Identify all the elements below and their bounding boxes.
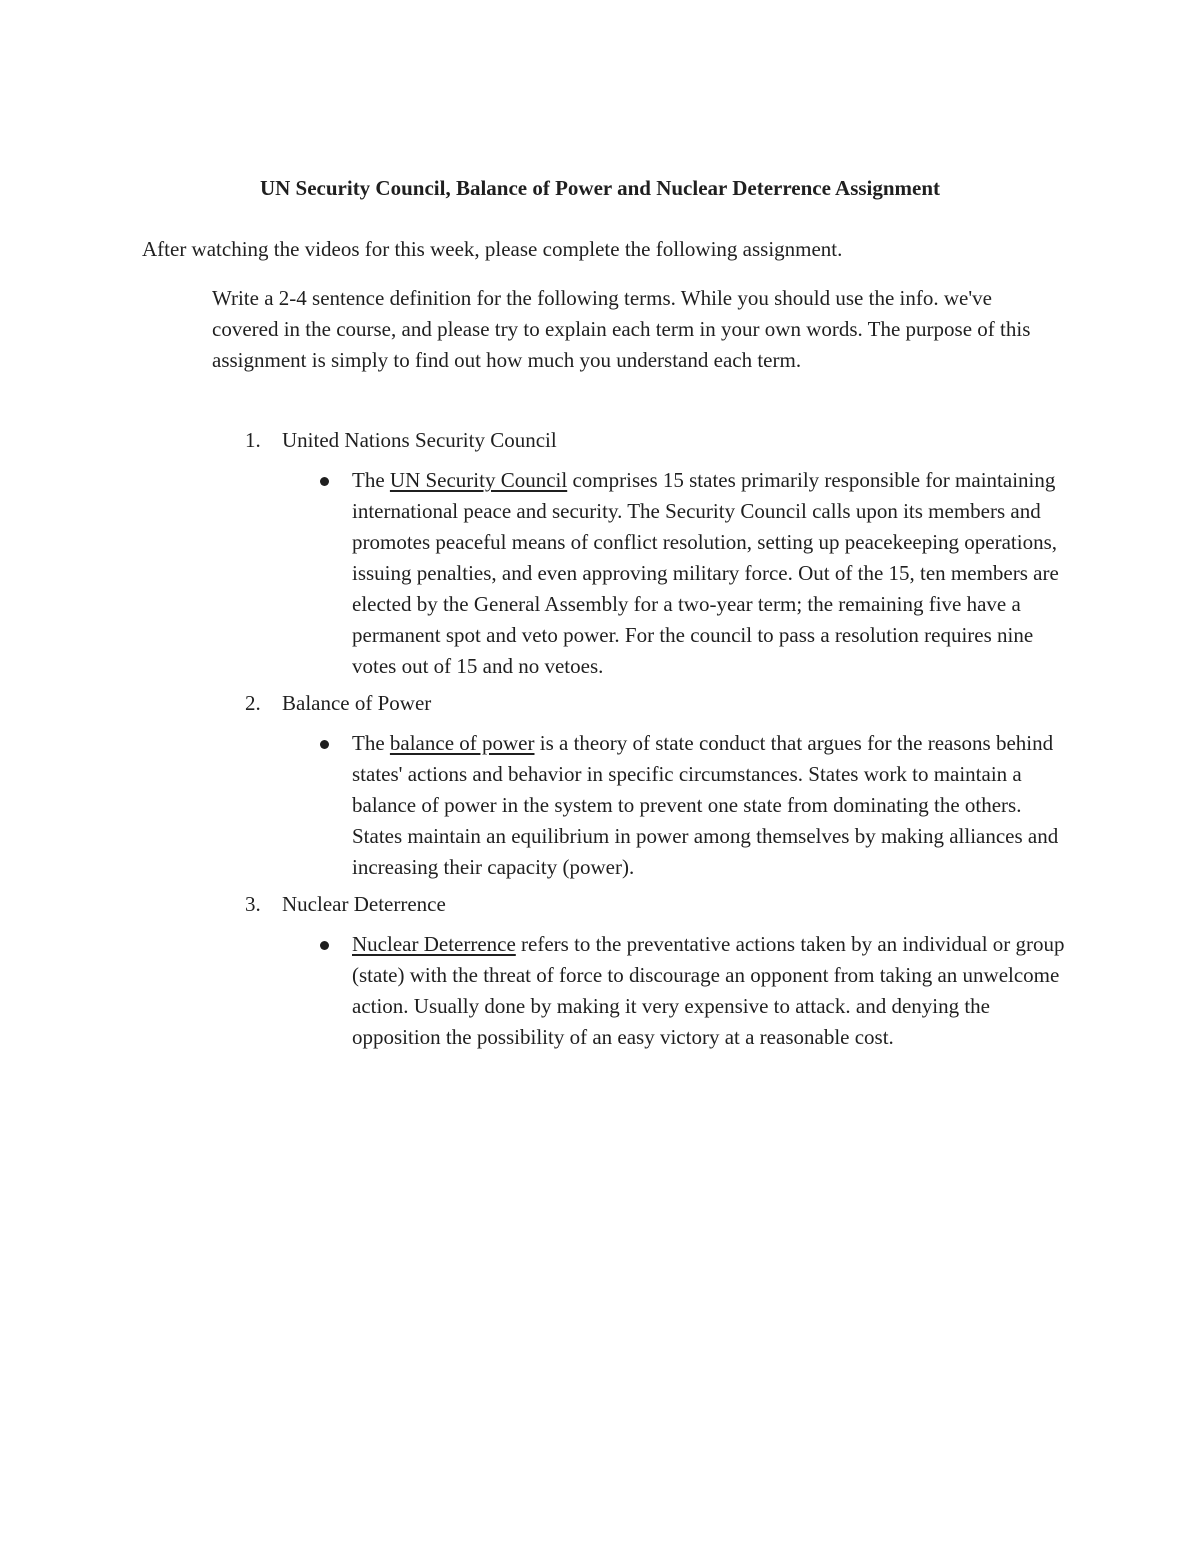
term-number: 3. — [245, 892, 261, 916]
term-name: Balance of Power — [282, 691, 432, 715]
definition-body: comprises 15 states primarily responsible for maintaining international peace and security. The Security Council calls upon its members and promotes peaceful means of conflict resolution, setting up peacekeeping operations, issuing penalties, and even approving military force. Out of the 15, ten members are elected by the General Assembly for a two-year term; the remaining five have a permanent spot and veto power. For the council to pass a resolution requires nine votes out of 15 and no vetoes. — [352, 468, 1059, 678]
term-name: Nuclear Deterrence — [282, 892, 446, 916]
instructions-paragraph: Write a 2-4 sentence definition for the following terms. While you should use the info. we've covered in the course, and please try to explain each term in your own words. The purpose of this assignment is simply to find out how much you understand each term. — [212, 286, 1031, 372]
definition-underlined-term: Nuclear Deterrence — [352, 932, 516, 956]
term-item-balance-of-power — [245, 688, 1075, 883]
term-definition — [245, 465, 1075, 682]
term-number: 2. — [245, 691, 261, 715]
definition-text — [352, 728, 1067, 883]
term-name: United Nations Security Council — [282, 428, 557, 452]
document-title: UN Security Council, Balance of Power and Nuclear Deterrence Assignment — [259, 176, 941, 200]
definition-prefix: The — [352, 731, 390, 755]
term-item-un-security-council — [245, 425, 1075, 682]
definition-prefix: The — [352, 468, 390, 492]
terms-list — [245, 425, 1075, 1059]
intro-paragraph: After watching the videos for this week, please complete the following assignment. — [142, 237, 843, 261]
definition-body: is a theory of state conduct that argues for the reasons behind states' actions and behavior in specific circumstances. States work to maintain a balance of power in the system to prevent one state from dominating the others. States maintain an equilibrium in power among themselves by making alliances and increasing their capacity (power). — [352, 731, 1059, 879]
definition-underlined-term: balance of power — [389, 731, 535, 755]
term-item-nuclear-deterrence — [245, 889, 1075, 1053]
term-definition — [245, 929, 1075, 1053]
term-definition — [245, 728, 1075, 883]
term-heading — [245, 425, 1075, 456]
term-heading — [245, 688, 1075, 719]
term-number: 1. — [245, 428, 261, 452]
definition-underlined-term: UN Security Council — [389, 468, 568, 492]
bullet-icon — [318, 929, 352, 1053]
bullet-icon — [318, 728, 352, 883]
definition-body: refers to the preventative actions taken by an individual or group (state) with the threat of force to discourage an opponent from taking an unwelcome action. Usually done by making it very expensive to attack. and denying the opposition the possibility of an easy victory at a reasonable cost. — [352, 932, 1065, 1049]
term-heading — [245, 889, 1075, 920]
bullet-icon — [318, 465, 352, 682]
definition-text — [352, 929, 1067, 1053]
definition-text — [352, 465, 1067, 682]
